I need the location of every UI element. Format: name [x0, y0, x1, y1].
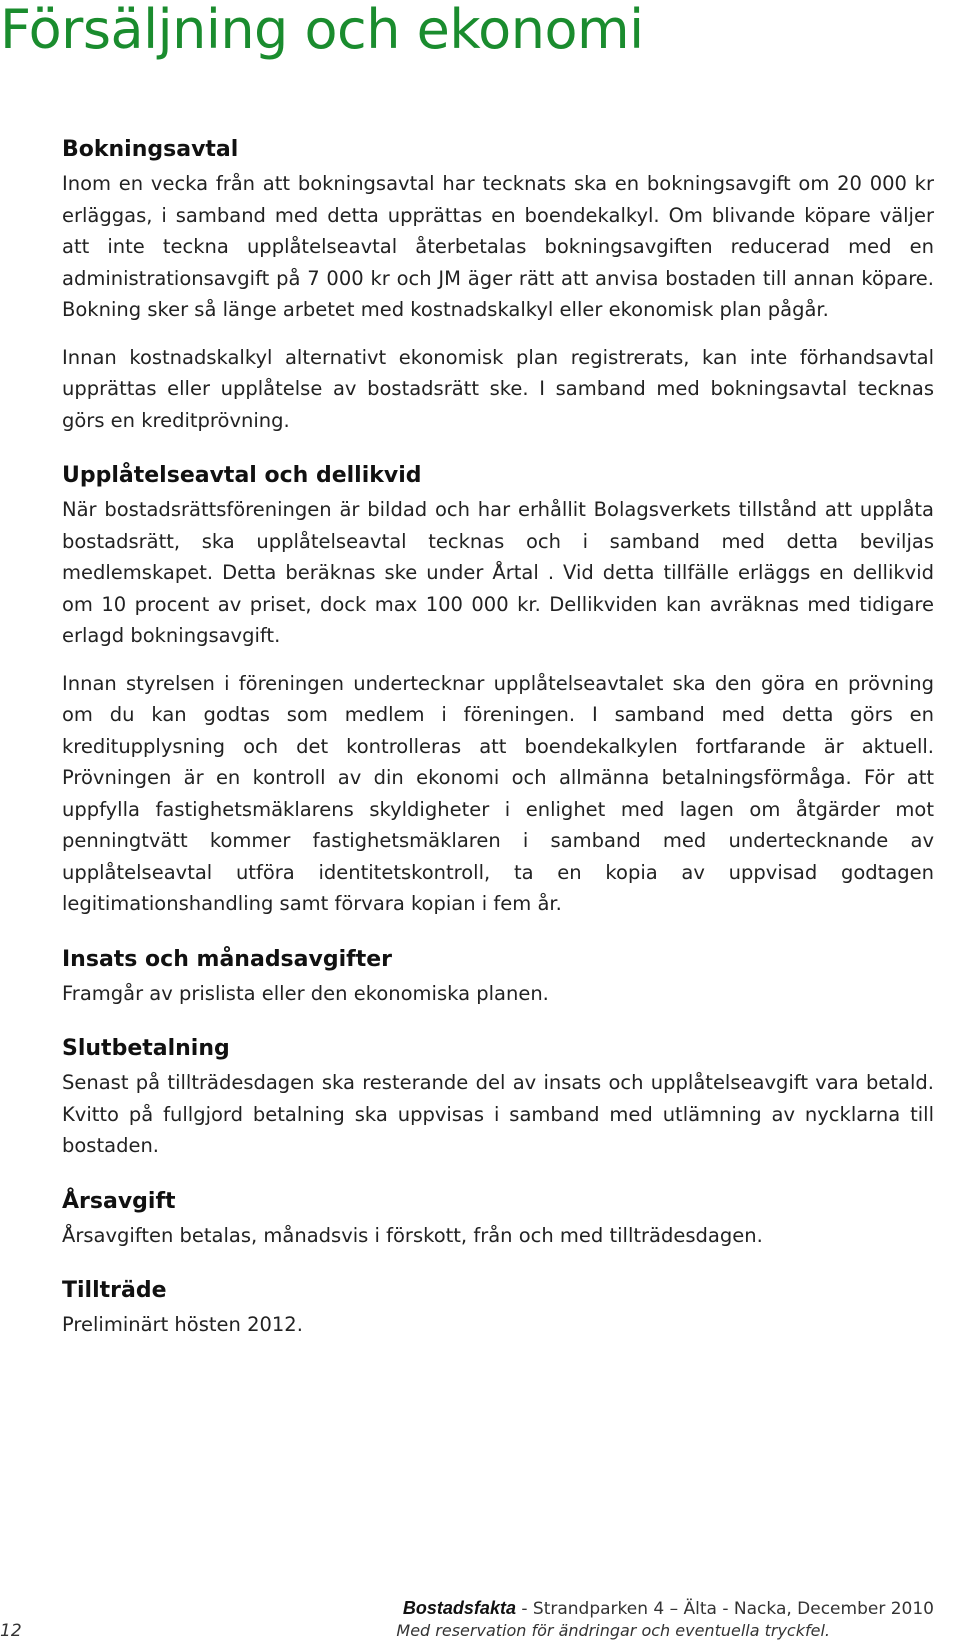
section-insats: [62, 942, 934, 1010]
page-title: Försäljning och ekonomi: [0, 0, 644, 61]
section-slutbetalning: [62, 1031, 934, 1162]
footer-disclaimer: Med reservation för ändringar och eventuella tryckfel.: [396, 1621, 830, 1640]
section-tilltrade: [62, 1273, 934, 1341]
section-paragraph: Inom en vecka från att bokningsavtal har tecknats ska en bokningsavgift om 20 000 kr erläggas, i samband med detta upprättas en boendekalkyl. Om blivande köpare väljer att inte teckna upplåtelseavtal återbetalas bokningsavgiften reducerad med en administrationsavgift på 7 000 kr och JM äger rätt att anvisa bostaden till annan köpare. Bokning sker så länge arbetet med kostnadskalkyl eller ekonomisk plan pågår.: [62, 172, 934, 321]
section-heading: Årsavgift: [62, 1188, 176, 1214]
section-paragraph: När bostadsrättsföreningen är bildad och har erhållit Bolagsverkets tillstånd att upplåta bostadsrätt, ska upplåtelseavtal tecknas och i samband med detta beviljas medlemskapet. Detta beräknas ske under Årtal . Vid detta tillfälle erläggs en dellikvid om 10 procent av priset, dock max 100 000 kr. Dellikviden kan avräknas med tidigare erlagd bokningsavgift.: [62, 498, 934, 647]
section-paragraph: Preliminärt hösten 2012.: [62, 1313, 303, 1336]
footer-project-text: - Strandparken 4 – Älta - Nacka, December 2010: [515, 1599, 934, 1619]
section-paragraph: Senast på tillträdesdagen ska resterande del av insats och upplåtelseavgift vara betald. Kvitto på fullgjord betalning ska uppvisas i samband med utlämning av nycklarna till bostaden.: [62, 1071, 934, 1157]
footer-brand: Bostadsfakta: [402, 1598, 516, 1618]
footer-project-line: [403, 1597, 934, 1620]
main-content: [62, 132, 934, 1363]
page-footer: [0, 1593, 960, 1647]
section-bokningsavtal: [62, 132, 934, 436]
section-heading: Bokningsavtal: [62, 137, 239, 162]
section-heading: Tillträde: [62, 1278, 167, 1303]
section-arsavgift: [62, 1184, 934, 1252]
section-paragraph: Innan kostnadskalkyl alternativt ekonomisk plan registrerats, kan inte förhandsavtal upprättas eller upplåtelse av bostadsrätt ske. I samband med bokningsavtal tecknas görs en kreditprövning.: [62, 345, 934, 432]
section-heading: Upplåtelseavtal och dellikvid: [62, 463, 422, 488]
section-upplatelseavtal: [62, 458, 934, 920]
page-number: 12: [0, 1621, 22, 1641]
section-heading: Insats och månadsavgifter: [62, 946, 392, 972]
section-paragraph: Framgår av prislista eller den ekonomiska planen.: [62, 981, 549, 1005]
section-heading: Slutbetalning: [62, 1036, 230, 1061]
section-paragraph: Årsavgiften betalas, månadsvis i förskott, från och med tillträdesdagen.: [62, 1223, 763, 1247]
section-paragraph: Innan styrelsen i föreningen undertecknar upplåtelseavtalet ska den göra en prövning om du kan godtas som medlem i föreningen. I samband med detta görs en kreditupplysning och det kontrolleras att boendekalkylen fortfarande är aktuell. Prövningen är en kontroll av din ekonomi och allmänna betalningsförmåga. För att uppfylla fastighetsmäklarens skyldigheter i enlighet med lagen om åtgärder mot penningtvätt kommer fastighetsmäklaren i samband med undertecknande av upplåtelseavtal utföra identitetskontroll, ta en kopia av uppvisad godtagen legitimationshandling samt förvara kopian i fem år.: [62, 671, 934, 915]
